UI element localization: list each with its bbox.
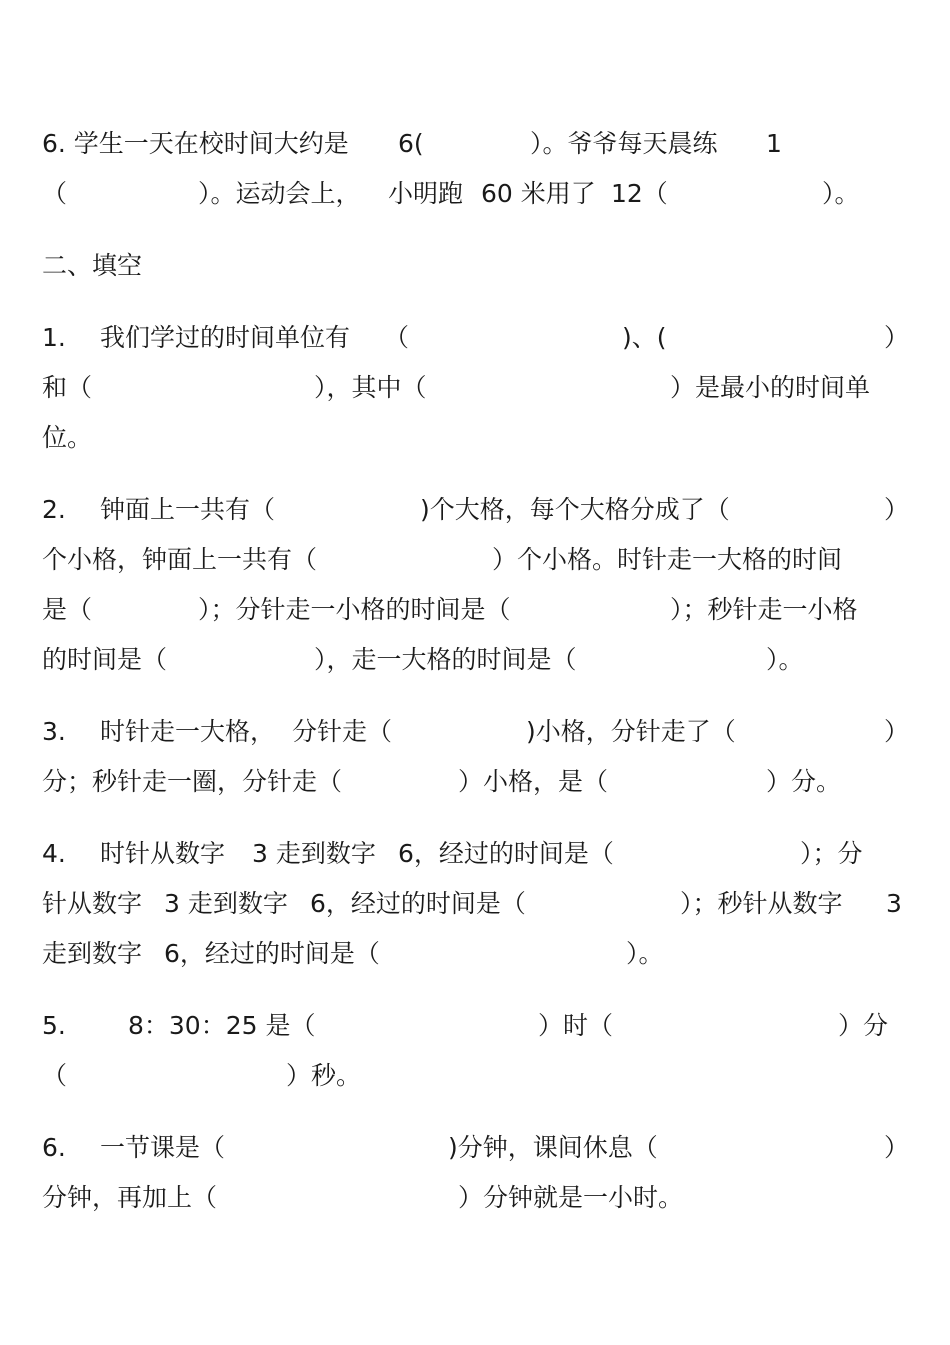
text-line [0,640,950,680]
text-segment: )小格，分针走了（ [526,717,736,746]
text-segment: 分钟，再加上（ [42,1183,218,1212]
text-segment: 时针走一大格， [100,717,276,746]
text-segment: )个大格，每个大格分成了（ [420,495,730,524]
text-line [0,1128,950,1168]
text-segment: ）。运动会上， [198,179,361,208]
text-segment: 1 [766,129,782,158]
text-segment: ） [884,1133,910,1162]
text-line [0,368,950,408]
text-segment: ）分。 [766,767,842,796]
text-line [0,246,950,286]
text-segment: ）分钟就是一小时。 [458,1183,684,1212]
text-line [0,712,950,752]
text-segment: （ [384,323,410,352]
text-segment: 2. [42,495,66,524]
text-line [0,418,950,458]
text-segment: 6，经过的时间是（ [164,939,380,968]
text-line [0,1056,950,1096]
text-segment: 6. [42,1133,66,1162]
text-segment: ）是最小的时间单 [670,373,871,402]
text-segment: （ [42,1061,68,1090]
text-segment: ）时（ [538,1011,614,1040]
text-segment: )、( [622,323,667,352]
text-segment: 的时间是（ [42,645,168,674]
text-segment: 3. [42,717,66,746]
text-line [0,762,950,802]
text-segment: 位。 [42,423,93,452]
text-segment: ） [884,495,910,524]
text-segment: ）；秒针从数字 [680,889,843,918]
text-segment: 时针从数字 [100,839,226,868]
text-line [0,540,950,580]
text-segment: 6. 学生一天在校时间大约是 [42,129,349,158]
text-segment: 6( [398,129,424,158]
text-segment: 一节课是（ [100,1133,226,1162]
text-segment: 3 走到数字 [164,889,288,918]
text-segment: 针从数字 [42,889,143,918]
text-segment: ） [884,323,910,352]
text-segment: 6，经过的时间是（ [398,839,614,868]
text-segment: 是（ [42,595,93,624]
text-segment: ）个小格。时针走一大格的时间 [492,545,843,574]
text-line [0,934,950,974]
text-line [0,1006,950,1046]
text-segment: ）小格，是（ [458,767,609,796]
text-segment: ）。 [626,939,664,968]
text-segment: ）；分 [800,839,863,868]
text-line [0,884,950,924]
text-segment: 分针走（ [292,717,393,746]
text-segment: （ [42,179,68,208]
text-segment: 4. [42,839,66,868]
text-segment: 1. [42,323,66,352]
text-segment: 5. [42,1011,66,1040]
text-segment: 分；秒针走一圈，分针走（ [42,767,343,796]
text-segment: 60 米用了 [481,179,596,208]
text-line [0,174,950,214]
text-line [0,124,950,164]
text-segment: 8：30：25 是（ [128,1011,316,1040]
text-segment: ）；秒针走一小格 [670,595,858,624]
text-line [0,490,950,530]
text-segment: ）分 [838,1011,889,1040]
text-line [0,834,950,874]
text-segment: 走到数字 [42,939,143,968]
text-line [0,318,950,358]
text-segment: ） [884,717,910,746]
text-segment: )分钟，课间休息（ [448,1133,658,1162]
text-segment: ）。 [822,179,860,208]
text-segment: ）秒。 [286,1061,362,1090]
text-segment: 6，经过的时间是（ [310,889,526,918]
text-segment: 12（ [611,179,668,208]
text-segment: 3 走到数字 [252,839,376,868]
text-segment: ），其中（ [314,373,427,402]
text-segment: 3 [886,889,902,918]
text-line [0,590,950,630]
text-segment: ），走一大格的时间是（ [314,645,577,674]
text-segment: 二、填空 [42,251,143,280]
text-segment: 个小格，钟面上一共有（ [42,545,318,574]
text-segment: ）。爷爷每天晨练 [530,129,718,158]
text-segment: ）。 [766,645,804,674]
text-segment: ）；分针走一小格的时间是（ [198,595,511,624]
text-segment: 小明跑 [388,179,464,208]
text-line [0,1178,950,1218]
text-segment: 钟面上一共有（ [100,495,276,524]
text-segment: 我们学过的时间单位有 [100,323,351,352]
text-segment: 和（ [42,373,93,402]
